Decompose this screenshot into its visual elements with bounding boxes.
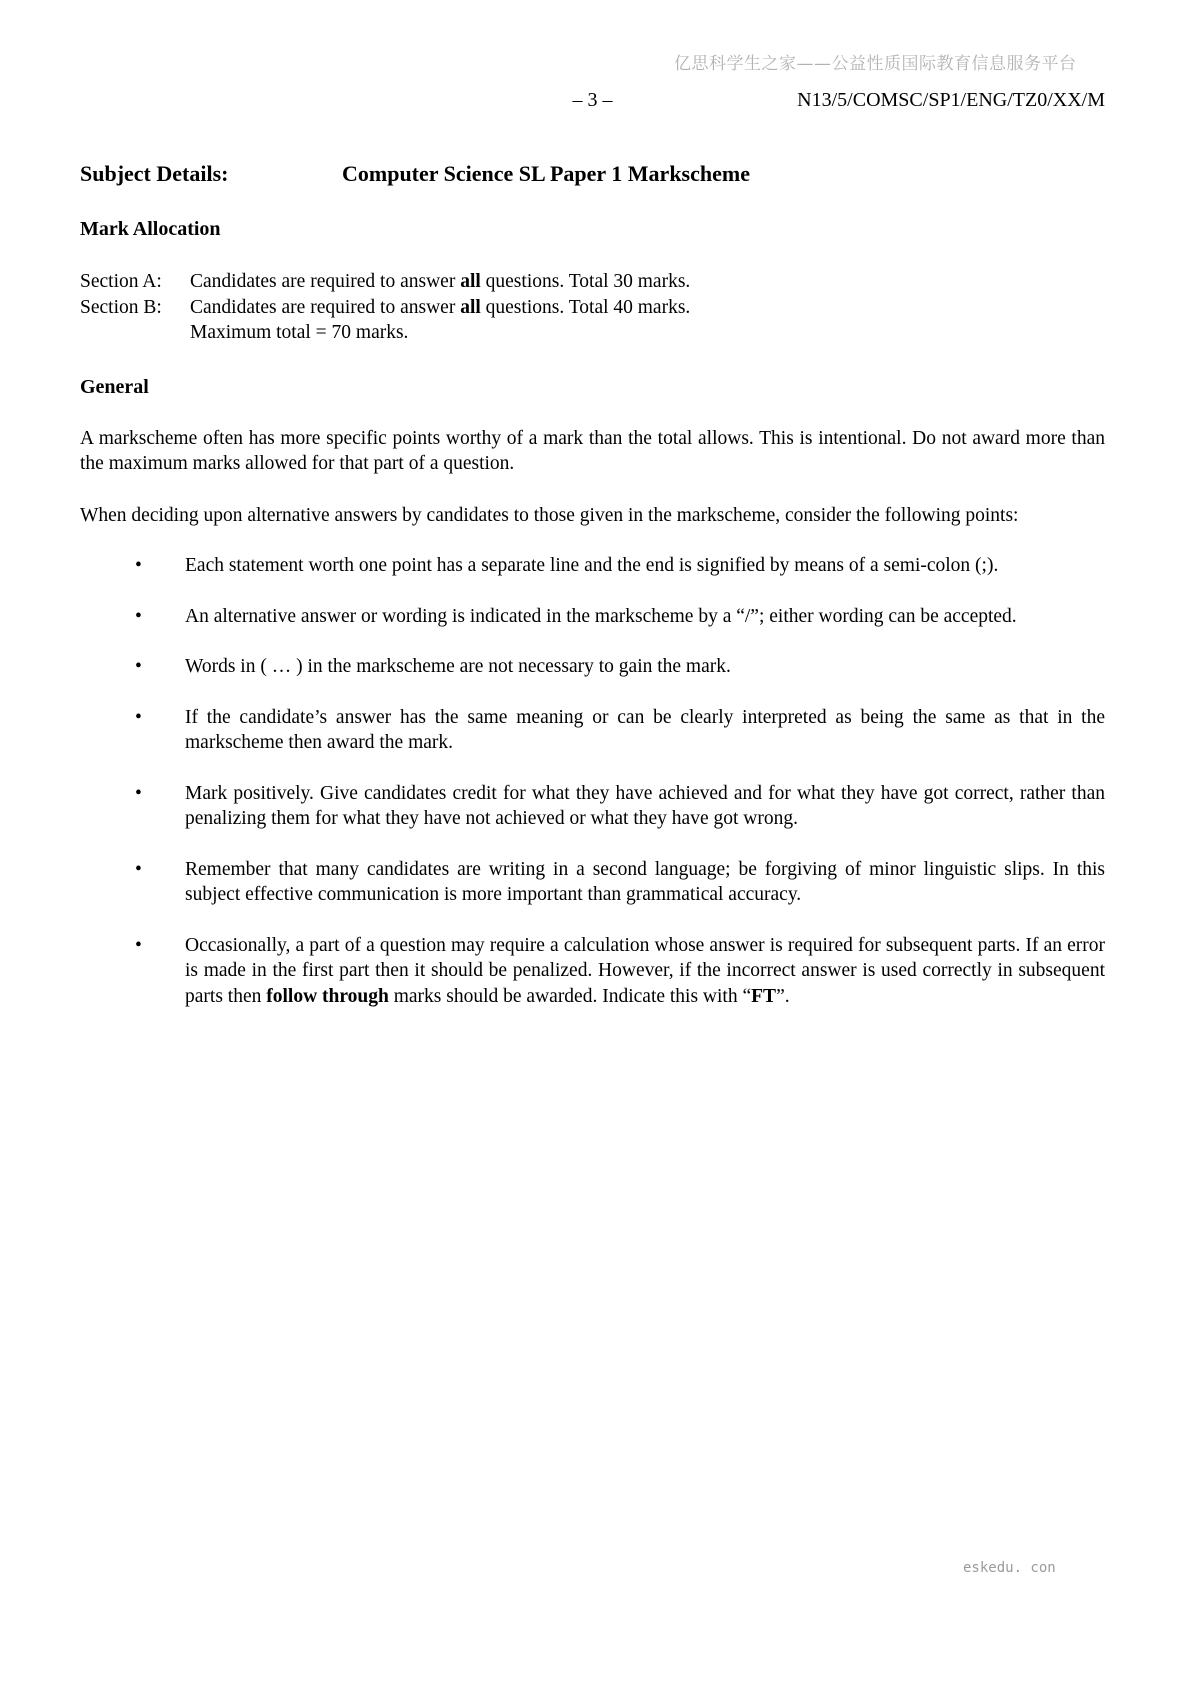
- watermark-text: eskedu. con: [963, 1560, 1056, 1576]
- bullet-text: Words in ( … ) in the markscheme are not necessary to gain the mark.: [185, 656, 731, 677]
- general-paragraph: When deciding upon alternative answers by candidates to those given in the markscheme, consider the following points:: [80, 504, 1019, 526]
- list-item: [80, 553, 1105, 579]
- bullet-icon: •: [135, 656, 142, 677]
- document-body: [80, 160, 1105, 1009]
- subject-details-label: Subject Details:: [80, 161, 229, 186]
- list-item: [80, 705, 1105, 756]
- list-item: [80, 604, 1105, 630]
- mark-allocation-rows: [80, 269, 1105, 346]
- bullet-text: Occasionally, a part of a question may require a calculation whose answer is required for subsequent parts. If an error is made in the first part then it should be penalized. However, if the incorrect answer is used correctly in subsequent parts then follow through marks should be awarded. Indicate this with “FT”.: [185, 934, 1105, 1007]
- list-item: [80, 933, 1105, 1010]
- section-b-label: Section B:: [80, 296, 162, 318]
- paper-title: Computer Science SL Paper 1 Markscheme: [342, 161, 750, 186]
- maximum-total-label: [80, 320, 190, 346]
- maximum-total-text: Maximum total = 70 marks.: [190, 322, 409, 343]
- page-number: – 3 –: [572, 89, 613, 111]
- section-a-label: Section A:: [80, 271, 162, 292]
- bullet-list: [80, 553, 1105, 1009]
- bullet-icon: •: [135, 605, 142, 627]
- paper-code: N13/5/COMSC/SP1/ENG/TZ0/XX/M: [797, 89, 1105, 111]
- section-b-row: [80, 295, 1105, 321]
- general-paragraph: A markscheme often has more specific points worthy of a mark than the total allows. This is intentional. Do not award more than the maximum marks allowed for that part of a question.: [80, 427, 1105, 474]
- bullet-icon: •: [135, 555, 142, 576]
- bullet-text: Each statement worth one point has a separate line and the end is signified by means of a semi-colon (;).: [185, 555, 999, 576]
- mark-allocation-heading: Mark Allocation: [80, 218, 221, 240]
- platform-header-text: 亿思科学生之家——公益性质国际教育信息服务平台: [674, 54, 1077, 74]
- page-header: [80, 89, 1105, 115]
- bullet-text: An alternative answer or wording is indicated in the markscheme by a “/”; either wording can be accepted.: [185, 605, 1017, 627]
- maximum-total-row: [80, 320, 1105, 346]
- section-b-text: Candidates are required to answer all questions. Total 40 marks.: [190, 296, 691, 318]
- list-item: [80, 857, 1105, 908]
- bullet-icon: •: [135, 782, 142, 804]
- bullet-icon: •: [135, 934, 142, 956]
- bullet-text: Remember that many candidates are writing in a second language; be forgiving of minor linguistic slips. In this subject effective communication is more important than grammatical accuracy.: [185, 858, 1105, 905]
- bullet-icon: •: [135, 706, 142, 728]
- subject-details-row: [80, 160, 1105, 188]
- bullet-icon: •: [135, 858, 142, 880]
- bullet-text: If the candidate’s answer has the same meaning or can be clearly interpreted as being the same as that in the markscheme then award the mark.: [185, 706, 1105, 753]
- general-heading: General: [80, 375, 149, 398]
- list-item: [80, 654, 1105, 680]
- section-a-row: [80, 269, 1105, 295]
- bullet-text: Mark positively. Give candidates credit for what they have achieved and for what they have got correct, rather than penalizing them for what they have not achieved or what they have got wrong.: [185, 782, 1105, 829]
- section-a-text: Candidates are required to answer all questions. Total 30 marks.: [190, 271, 691, 292]
- list-item: [80, 781, 1105, 832]
